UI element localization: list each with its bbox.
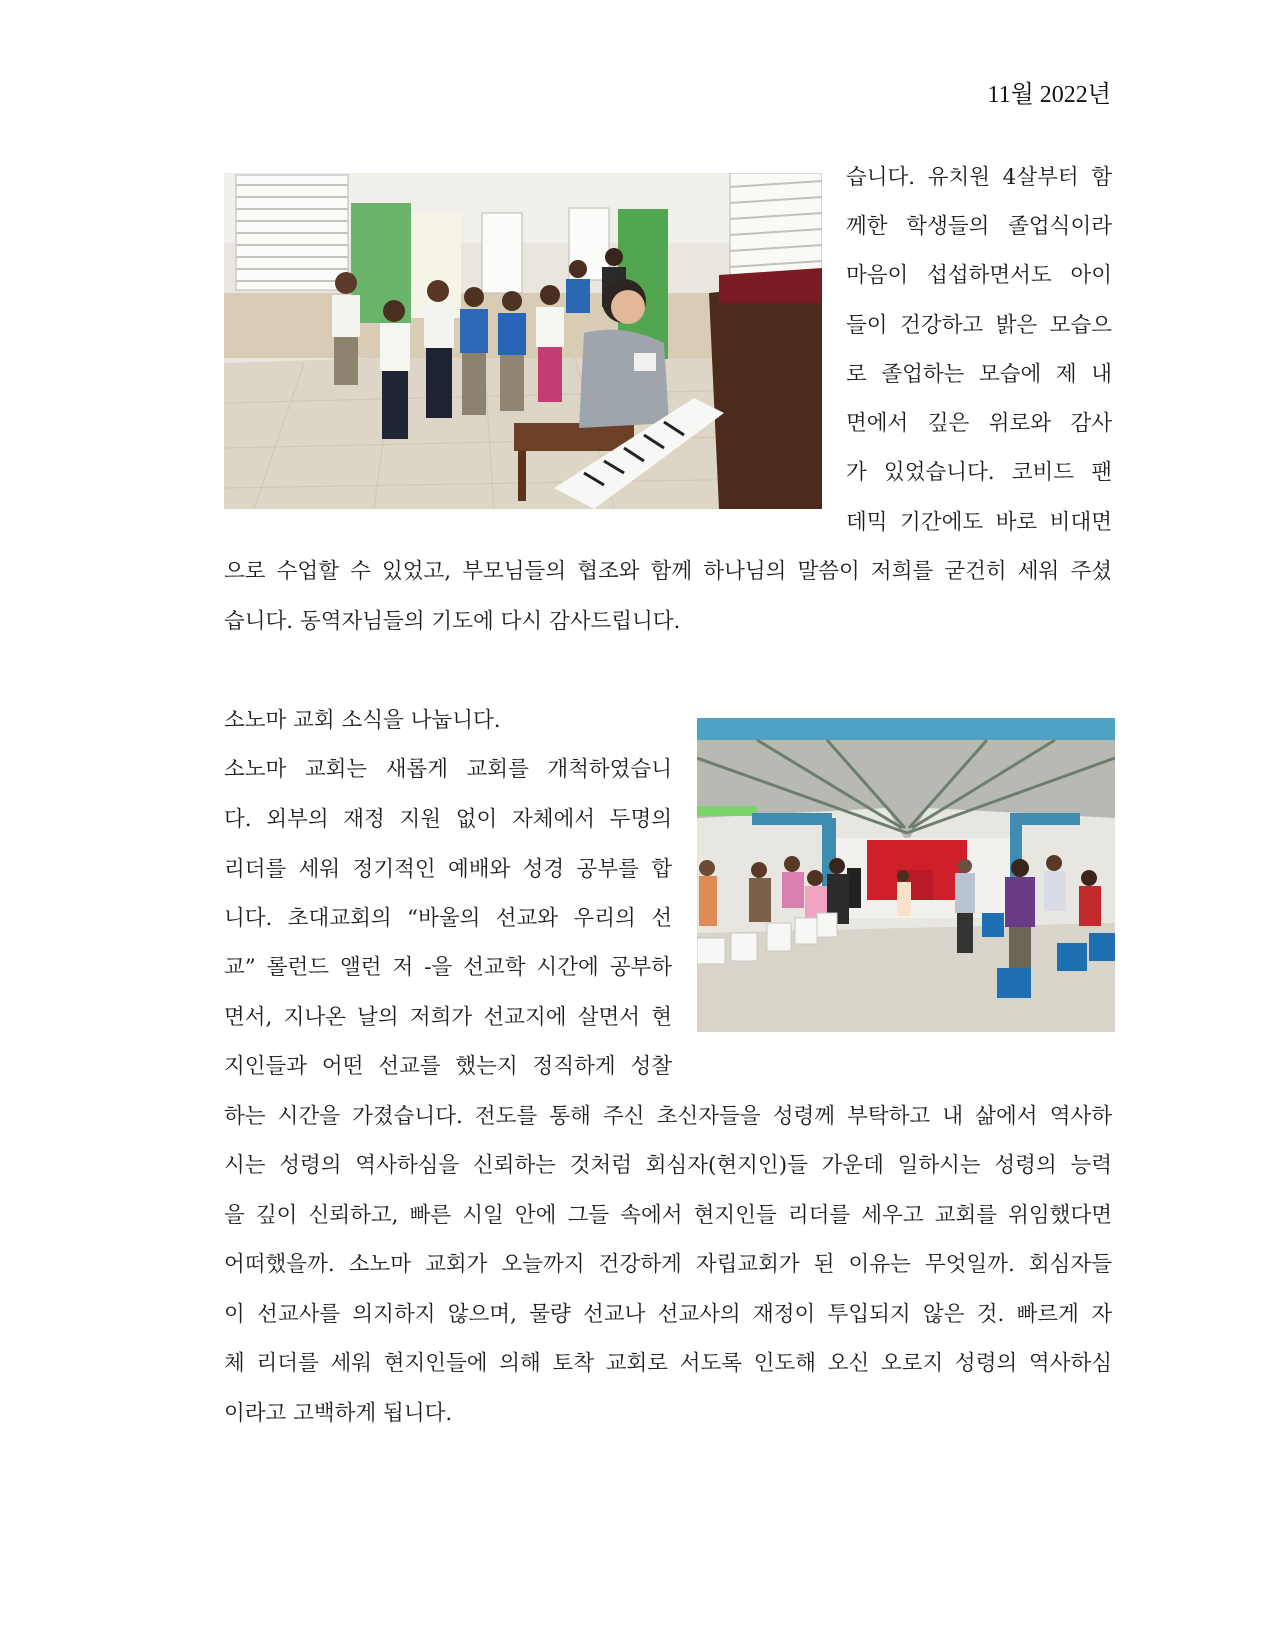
graduation-piano-photo	[224, 173, 822, 509]
section2-side-line: 리더를 세워 정기적인 예배와 성경 공부를 합	[224, 857, 672, 882]
section1-side-line: 들이 건강하고 밝은 모습으	[846, 313, 1112, 338]
section2-full-line: 체 리더를 세워 현지인들에 의해 토착 교회로 서도록 인도해 오신 오로지 성령의 역사하심	[224, 1351, 1112, 1376]
section2-full-line: 이 선교사를 의지하지 않으며, 물량 선교나 선교사의 재정이 투입되지 않은 것. 빠르게 자	[224, 1302, 1112, 1327]
section1-side-line: 로 졸업하는 모습에 제 내	[846, 362, 1112, 387]
section1-side-line: 습니다. 유치원 4살부터 함	[846, 165, 1112, 190]
section1-full-line: 으로 수업할 수 있었고, 부모님들의 협조와 함께 하나님의 말씀이 저희를 굳건히 세워 주셨	[224, 559, 1112, 584]
section2-side-line: 교” 롤런드 앨런 저 -을 선교학 시간에 공부하	[224, 955, 672, 980]
section2-full-line: 을 깊이 신뢰하고, 빠른 시일 안에 그들 속에서 현지인들 리더를 세우고 교회를 위임했다면	[224, 1203, 1112, 1228]
section1-side-line: 마음이 섭섭하면서도 아이	[846, 263, 1112, 288]
section2-side-line: 면서, 지나온 날의 저희가 선교지에 살면서 현	[224, 1005, 672, 1030]
section2-side-line: 니다. 초대교회의 “바울의 선교와 우리의 선	[224, 906, 672, 931]
section1-side-line: 가 있었습니다. 코비드 팬	[846, 460, 1112, 485]
section1-full-line: 습니다. 동역자님들의 기도에 다시 감사드립니다.	[224, 609, 681, 634]
page-date: 11월 2022년	[987, 82, 1111, 108]
section2-full-line: 어떠했을까. 소노마 교회가 오늘까지 건강하게 자립교회가 된 이유는 무엇일까. 회심자들	[224, 1252, 1112, 1277]
section1-side-line: 데믹 기간에도 바로 비대면	[846, 510, 1112, 535]
section2-full-line: 시는 성령의 역사하심을 신뢰하는 것처럼 회심자(현지인)들 가운데 일하시는 성령의 능력	[224, 1153, 1112, 1178]
section2-heading: 소노마 교회 소식을 나눕니다.	[224, 708, 501, 733]
section2-full-line: 하는 시간을 가졌습니다. 전도를 통해 주신 초신자들을 성령께 부탁하고 내 삶에서 역사하	[224, 1104, 1112, 1129]
sonoma-church-photo	[697, 718, 1115, 1032]
section2-full-line: 이라고 고백하게 됩니다.	[224, 1401, 453, 1426]
section1-side-line: 면에서 깊은 위로와 감사	[846, 411, 1112, 436]
section1-side-line: 께한 학생들의 졸업식이라	[846, 214, 1112, 239]
section2-side-line: 다. 외부의 재정 지원 없이 자체에서 두명의	[224, 807, 672, 832]
section2-side-line: 소노마 교회는 새롭게 교회를 개척하였습니	[224, 757, 672, 782]
section2-side-line: 지인들과 어떤 선교를 했는지 정직하게 성찰	[224, 1054, 672, 1079]
